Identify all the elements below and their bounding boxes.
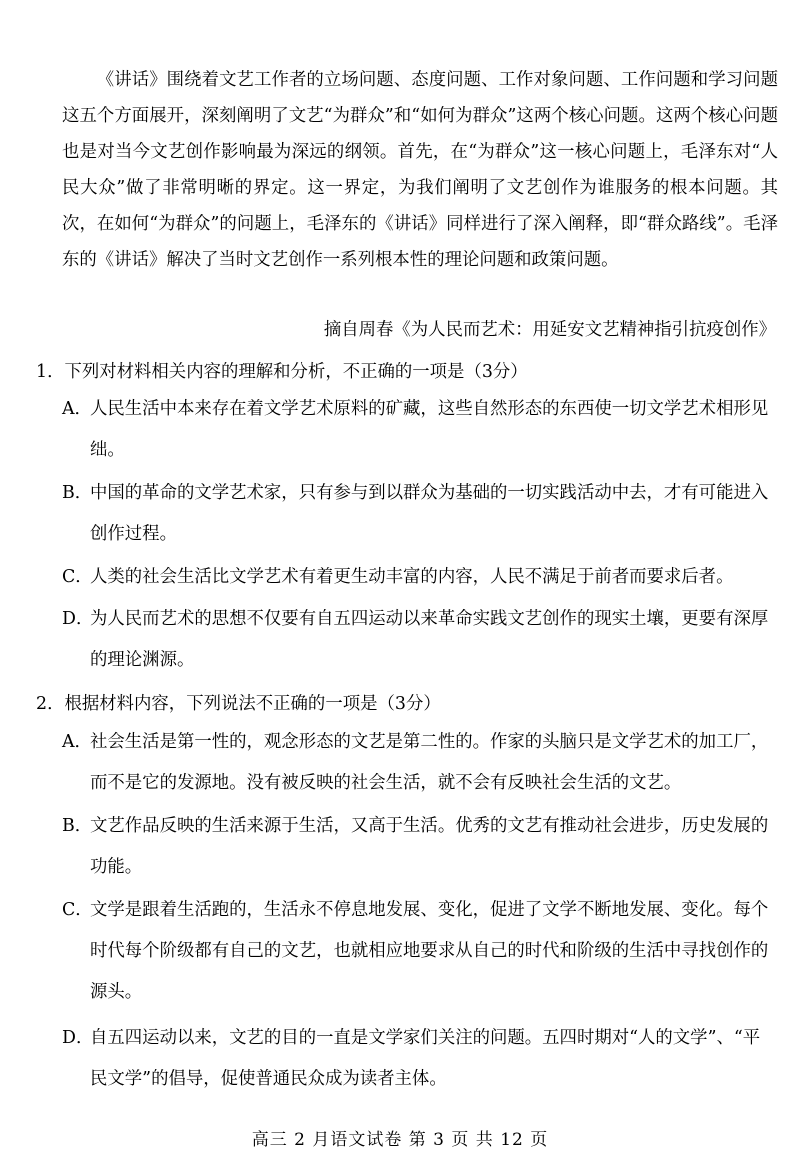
page-footer: 高三 2 月语文试卷 第 3 页 共 12 页 (251, 1130, 549, 1150)
passage-paragraph: 《讲话》围绕着文艺工作者的立场问题、态度问题、工作对象问题、工作问题和学习问题这五个方面展开，深刻阐明了文艺“为群众”和“如何为群众”这两个核心问题。这两个核心问题也是对当今文艺创作影响最为深远的纲领。首先，在“为群众”这一核心问题上，毛泽东对“人民大众”做了非常明晰的界定。这一界定，为我们阐明了文艺创作为谁服务的根本问题。其次，在如何“为群众”的问题上，毛泽东的《讲话》同样进行了深入阐释，即“群众路线”。毛泽东的《讲话》解决了当时文艺创作一系列根本性的理论问题和政策问题。 (62, 70, 778, 270)
option-text: 人类的社会生活比文学艺术有着更生动丰富的内容，人民不满足于前者而要求后者。 (90, 567, 734, 587)
option-text: 为人民而艺术的思想不仅要有自五四运动以来革命实践文艺创作的现实土壤，更要有深厚的理论渊源。 (90, 609, 769, 670)
question-1-option-d (62, 599, 776, 681)
question-2-option-b (62, 806, 776, 888)
question-1-option-c (62, 557, 776, 598)
option-letter: B． (62, 816, 93, 836)
option-letter: A． (62, 732, 92, 752)
option-text: 社会生活是第一性的，观念形态的文艺是第二性的。作家的头脑只是文学艺术的加工厂，而不是它的发源地。没有被反映的社会生活，就不会有反映社会生活的文艺。 (90, 732, 769, 793)
option-text: 中国的革命的文学艺术家，只有参与到以群众为基础的一切实践活动中去，才有可能进入创作过程。 (90, 483, 769, 544)
option-text: 自五四运动以来，文艺的目的一直是文学家们关注的问题。五四时期对“人的文学”、“平民文学”的倡导，促使普通民众成为读者主体。 (90, 1028, 761, 1089)
option-text: 文学是跟着生活跑的，生活永不停息地发展、变化，促进了文学不断地发展、变化。每个时代每个阶级都有自己的文艺，也就相应地要求从自己的时代和阶级的生活中寻找创作的源头。 (90, 900, 769, 1002)
option-letter: C． (62, 900, 93, 920)
option-text: 文艺作品反映的生活来源于生活，又高于生活。优秀的文艺有推动社会进步，历史发展的功能。 (90, 816, 769, 877)
option-letter: C． (62, 567, 93, 587)
question-2-option-c (62, 890, 776, 1013)
option-letter: D． (62, 609, 94, 629)
question-1-option-a (62, 389, 776, 471)
question-1-option-b (62, 473, 776, 555)
option-letter: A． (62, 399, 92, 419)
question-2-option-d (62, 1018, 776, 1100)
option-letter: B． (62, 483, 93, 503)
source-citation: 摘自周春《为人民而艺术：用延安文艺精神指引抗疫创作》 (323, 320, 776, 340)
question-2-option-a (62, 722, 776, 804)
question-1-stem: 1．下列对材料相关内容的理解和分析，不正确的一项是（3分） (36, 362, 528, 382)
question-2-stem: 2．根据材料内容，下列说法不正确的一项是（3分） (36, 694, 441, 714)
option-text: 人民生活中本来存在着文学艺术原料的矿藏，这些自然形态的东西使一切文学艺术相形见绌。 (90, 399, 769, 460)
option-letter: D． (62, 1028, 94, 1048)
